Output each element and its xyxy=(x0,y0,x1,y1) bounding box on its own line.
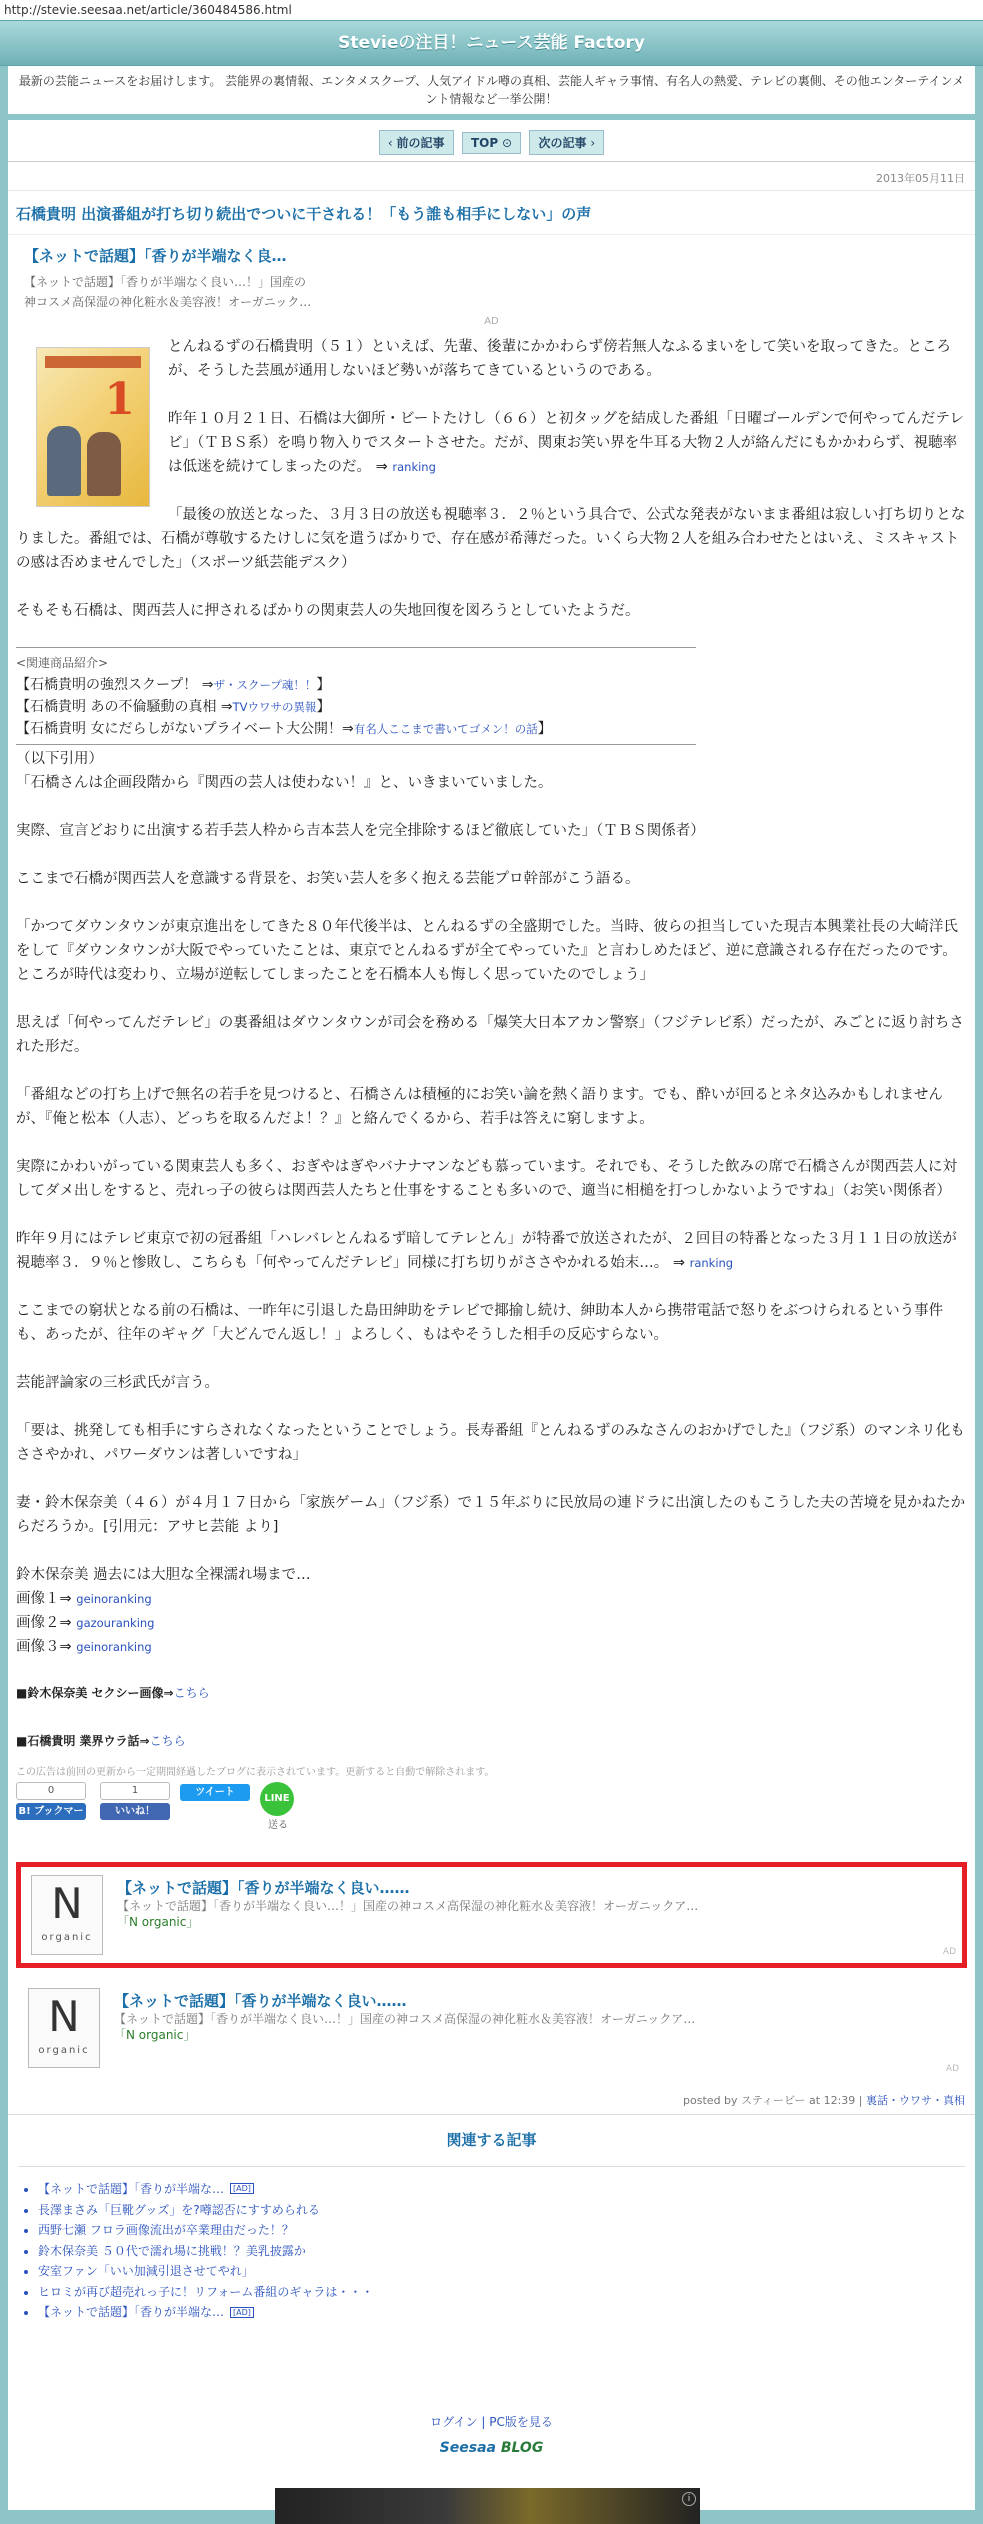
related-product-link[interactable]: 有名人ここまで書いてゴメン！の話 xyxy=(353,722,538,736)
paragraph: そもそも石橋は、関西芸人に押されるばかりの関東芸人の失地回復を図ろうとしていたようだ。 xyxy=(16,603,640,619)
related-articles-list xyxy=(38,2179,975,2323)
logo-seesaa: Seesaa xyxy=(439,2440,496,2456)
bottom-banner-ad[interactable] xyxy=(275,2488,700,2524)
seesaa-blog-logo[interactable] xyxy=(8,2440,975,2456)
prev-label: 前の記事 xyxy=(396,136,445,150)
posted-author: スティービー xyxy=(741,2094,806,2107)
paragraph: 妻・鈴木保奈美（４６）が４月１７日から「家族ゲーム」（フジ系）で１５年ぶりに民放局の連ドラに出演したのもこうした夫の苦境を見かねたからだろうか。[引用元：アサヒ芸能 より] xyxy=(16,1495,966,1535)
ad-card-title[interactable]: 【ネットで話題】「香りが半端なく良い…… xyxy=(114,1992,407,2010)
ad-card-title[interactable]: 【ネットで話題】「香りが半端なく良い…… xyxy=(117,1879,410,1897)
line-share-button[interactable] xyxy=(260,1782,296,1831)
next-label: 次の記事 xyxy=(538,136,587,150)
ad-card-subtitle: 【ネットで話題】「香りが半端なく良い…！」国産の神コスメ高保湿の神化粧水＆美容液！オーガニックア… xyxy=(114,2012,696,2026)
related-product-link[interactable]: ザ・スクープ魂！！ xyxy=(213,678,317,692)
footer-links xyxy=(8,2413,975,2430)
bracket: 】 xyxy=(537,721,552,737)
article-nav xyxy=(8,120,975,162)
dvd-cover-image[interactable] xyxy=(36,347,150,507)
related-products-label: <関連商品紹介> xyxy=(16,656,109,670)
paragraph: 芸能評論家の三杉武氏が言う。 xyxy=(16,1375,219,1391)
ad-card-highlighted[interactable] xyxy=(16,1862,967,1968)
extra-link-row xyxy=(16,1729,967,1753)
paragraph: 実際、宣言どおりに出演する若手芸人枠から吉本芸人を完全排除するほど徹底していた」（ＴＢＳ関係者） xyxy=(16,823,705,839)
facebook-count: 1 xyxy=(100,1782,170,1800)
top-label: TOP xyxy=(470,136,499,150)
bracket: 】 xyxy=(316,677,331,693)
top-ad[interactable] xyxy=(8,235,975,327)
hatena-bookmark-button[interactable] xyxy=(16,1782,86,1834)
paragraph: 思えば「何やってんだテレビ」の裏番組はダウンタウンが司会を務める「爆笑大日本アカン警察」（フジテレビ系）だったが、みごとに返り討ちされた形だ。 xyxy=(16,1015,964,1055)
posted-prefix: posted by xyxy=(683,2094,738,2107)
tweet-button[interactable] xyxy=(180,1784,250,1801)
related-product-text: 【石橋貴明 女にだらしがないプライベート大公開！⇒ xyxy=(16,721,354,737)
image-link-label: 画像１⇒ xyxy=(16,1591,72,1607)
image-link-row xyxy=(16,1587,967,1611)
hatena-count: 0 xyxy=(16,1782,86,1800)
paragraph: 昨年１０月２１日、石橋は大御所・ビートたけし（６６）と初タッグを結成した番組「日曜ゴールデンで何やってんだテレビ」（ＴＢＳ系）を鳴り物入りでスタートさせた。だが、関東お笑い界を牛耳る大物２人が絡んだにもかかわらず、視聴率は低迷を続けてしまったのだ。 ⇒ ranking xyxy=(168,411,965,475)
login-link[interactable]: ログイン xyxy=(430,2415,478,2429)
image-link-row xyxy=(16,1635,967,1659)
ad-card-brand: 「N organic」 xyxy=(114,2028,196,2042)
related-article-item[interactable]: • 鈴木保奈美 ５０代で濡れ場に挑戦！？美乳披露か xyxy=(38,2241,975,2262)
image-link-label: 画像２⇒ xyxy=(16,1615,72,1631)
ad-mark: AD xyxy=(942,1947,956,1957)
image-link-row xyxy=(16,1611,967,1635)
tweet-label: ツイート xyxy=(180,1784,250,1801)
related-product-item xyxy=(16,674,696,696)
paragraph: 「最後の放送となった、３月３日の放送も視聴率３．２％という具合で、公式な発表がないまま番組は寂しい打ち切りとなりました。番組では、石橋が尊敬するたけしに気を遣うばかりで、存在感が希薄だった。いくら大物２人を組み合わせたとはいえ、ミスキャストの感は否めませんでした」（スポーツ紙芸能デスク） xyxy=(16,507,966,571)
logo-text: organic xyxy=(38,2045,90,2056)
dvd-figure-right xyxy=(87,432,121,496)
article-date: 2013年05月11日 xyxy=(8,162,975,191)
ranking-link[interactable]: ranking xyxy=(689,1256,734,1270)
separator: | xyxy=(858,2094,863,2107)
paragraph: 「かつてダウンタウンが東京進出をしてきた８０年代後半は、とんねるずの全盛期でした。当時、彼らの担当していた現吉本興業社長の大崎洋氏をして『ダウンタウンが大阪でやっていたことは、東京でとんねるずが全てやっていた』と言わしめたほど、逆に意識される存在だったのです。ところが時代は変わり、立場が逆転してしまったことを石橋本人も悔しく思っていたのでしょう」 xyxy=(16,919,958,983)
ranking-link[interactable]: ranking xyxy=(392,460,436,474)
ad-note: この広告は前回の更新から一定期間経過したブログに表示されています。更新すると自動で解除されます。 xyxy=(16,1767,495,1778)
top-ad-line2: 神コスメ高保湿の神化粧水＆美容液！オーガニック… xyxy=(24,295,312,309)
site-title[interactable]: Stevieの注目！ニュース芸能 Factory xyxy=(0,20,983,66)
paragraph: 昨年９月にはテレビ東京で初の冠番組「ハレバレとんねるず暗してテレとん」が特番で放送されたが、２回目の特番となった３月１１日の放送が視聴率３．９％と惨敗し、こちらも「何やってんだテレビ」同様に打ち切りがささやかれる始末…。 ⇒ ranking xyxy=(16,1231,957,1271)
n-organic-logo xyxy=(28,1988,100,2068)
ad-tag: [AD] xyxy=(230,2307,254,2318)
extra-link[interactable]: こちら xyxy=(173,1686,210,1700)
related-product-text: 【石橋貴明 あの不倫騒動の真相 ⇒ xyxy=(16,699,233,715)
ad-card-brand: 「N organic」 xyxy=(117,1915,199,1929)
logo-text: organic xyxy=(41,1932,93,1943)
dvd-strip xyxy=(45,356,141,368)
related-article-text: 【ネットで話題】「香りが半端な… xyxy=(38,2182,225,2196)
paragraph-text: 昨年１０月２１日、石橋は大御所・ビートたけし（６６）と初タッグを結成した番組「日曜ゴールデンで何やってんだテレビ」（ＴＢＳ系）を鳴り物入りでスタートさせた。だが、関東お笑い界を牛耳る大物２人が絡んだにもかかわらず、視聴率は低迷を続けてしまったのだ。 xyxy=(168,411,965,475)
dvd-number: 1 xyxy=(104,374,135,425)
separator: | xyxy=(481,2415,486,2429)
paragraph: ここまで石橋が関西芸人を意識する背景を、お笑い芸人を多く抱える芸能プロ幹部がこう語る。 xyxy=(16,871,640,887)
related-article-item[interactable]: • ヒロミが再び超売れっ子に！リフォーム番組のギャラは・・・ xyxy=(38,2282,975,2303)
url-bar: http://stevie.seesaa.net/article/360484586.html xyxy=(0,0,983,20)
related-article-text: 【ネットで話題】「香りが半端な… xyxy=(38,2305,225,2320)
prev-article-button[interactable]: ‹ 前の記事 xyxy=(379,130,454,155)
extra-link[interactable]: こちら xyxy=(149,1734,186,1748)
related-articles-heading: 関連する記事 xyxy=(18,2115,965,2167)
line-caption: 送る xyxy=(268,1820,288,1831)
related-product-link[interactable]: TVウワサの異報 xyxy=(232,700,317,714)
extra-link-label: ■石橋貴明 業界ウラ話⇒ xyxy=(16,1734,150,1748)
posted-by xyxy=(8,2092,975,2115)
ad-mark: AD xyxy=(945,2064,959,2074)
paragraph: 「番組などの打ち上げで無名の若手を見つけると、石橋さんは積極的にお笑い論を熱く語ります。でも、酔いが回るとネタ込みかもしれませんが、『俺と松本（人志）、どっちを取るんだよ！？』と絡んでくるから、若手は答えに窮しますよ。 xyxy=(16,1087,943,1127)
line-icon: LINE xyxy=(260,1782,294,1816)
image-link[interactable]: gazouranking xyxy=(76,1616,155,1630)
related-article-item[interactable]: • 西野七瀬 フロラ画像流出が卒業理由だった！？ xyxy=(38,2220,975,2241)
n-organic-logo xyxy=(31,1875,103,1955)
top-ad-title[interactable]: 【ネットで話題】「香りが半端なく良… xyxy=(24,247,287,265)
related-article-item[interactable]: • 安室ファン「いい加減引退させてやれ」 xyxy=(38,2261,975,2282)
related-article-item[interactable] xyxy=(38,2179,975,2200)
ad-card[interactable] xyxy=(18,1980,965,2080)
next-article-button[interactable]: 次の記事 › xyxy=(529,130,604,155)
posted-time: at 12:39 xyxy=(809,2094,856,2107)
article-body xyxy=(8,335,975,1659)
extra-link-label: ■鈴木保奈美 セクシー画像⇒ xyxy=(16,1686,174,1700)
logo-letter: N xyxy=(48,1992,80,2041)
quote-start: （以下引用） xyxy=(16,751,103,767)
ad-tag: [AD] xyxy=(230,2183,254,2194)
site-description: 最新の芸能ニュースをお届けします。 芸能界の裏情報、エンタメスクープ、人気アイドル噂の真相、芸能人ギャラ事情、有名人の熱愛、テレビの裏側、その他エンターテインメント情報など一挙公開！ xyxy=(8,66,975,114)
related-product-item xyxy=(16,696,696,718)
hatena-label: B! ブックマーク xyxy=(16,1803,86,1820)
top-button[interactable]: TOP ⊙ xyxy=(462,132,521,154)
ad-mark: AD xyxy=(484,316,499,327)
logo-letter: N xyxy=(51,1879,83,1928)
top-ad-line1: 【ネットで話題】「香りが半端なく良い…！」国産の xyxy=(24,275,307,289)
facebook-label: いいね！ xyxy=(100,1803,170,1820)
paragraph: ここまでの窮状となる前の石橋は、一昨年に引退した島田紳助をテレビで揶揄し続け、紳助本人から携帯電話で怒りをぶつけられるという事件も、あったが、往年のギャグ「大どんでん返し！」よろしく、もはやそうした相手の反応すらない。 xyxy=(16,1303,944,1343)
main-content xyxy=(8,120,975,2510)
article-title[interactable]: 石橋貴明 出演番組が打ち切り続出でついに干される！「もう誰も相手にしない」の声 xyxy=(8,191,975,235)
social-buttons xyxy=(8,1778,975,1862)
info-icon[interactable]: i xyxy=(682,2492,696,2506)
related-article-item[interactable] xyxy=(38,2302,975,2323)
paragraph: 鈴木保奈美 過去には大胆な全裸濡れ場まで… xyxy=(16,1567,311,1583)
paragraph: 「石橋さんは企画段階から『関西の芸人は使わない！』と、いきまいていました。 xyxy=(16,775,553,791)
extra-link-row xyxy=(16,1681,967,1705)
facebook-like-button[interactable] xyxy=(100,1782,170,1820)
paragraph: 実際にかわいがっている関東芸人も多く、おぎやはぎやバナナマンなども慕っています。それでも、そうした飲みの席で石橋さんが関西芸人に対してダメ出しをすると、売れっ子の彼らは関西芸人たちと仕事をすることも多いので、適当に相槌を打つしかないようですね」（お笑い関係者） xyxy=(16,1159,958,1199)
paragraph: 「要は、挑発しても相手にすらされなくなったということでしょう。長寿番組『とんねるずのみなさんのおかげでした』（フジ系）のマンネリ化もささやかれ、パワーダウンは著しいですね」 xyxy=(16,1423,965,1463)
logo-blog: BLOG xyxy=(500,2440,544,2456)
related-products xyxy=(16,647,696,745)
related-product-item xyxy=(16,718,696,740)
dvd-figure-left xyxy=(47,426,81,496)
related-article-item[interactable]: • 長澤まさみ「巨靴グッズ」を?噂認否にすすめられる xyxy=(38,2200,975,2221)
related-product-text: 【石橋貴明の強烈スクープ！ ⇒ xyxy=(16,677,214,693)
image-link-label: 画像３⇒ xyxy=(16,1639,72,1655)
image-link[interactable]: geinoranking xyxy=(76,1592,152,1606)
paragraph: とんねるずの石橋貴明（５１）といえば、先輩、後輩にかかわらず傍若無人なふるまいをして笑いを取ってきた。ところが、そうした芸風が通用しないほど勢いが落ちてきているというのである。 xyxy=(168,339,951,379)
extra-links xyxy=(8,1681,975,1753)
image-link[interactable]: geinoranking xyxy=(76,1640,152,1654)
paragraph-text: 昨年９月にはテレビ東京で初の冠番組「ハレバレとんねるず暗してテレとん」が特番で放送されたが、２回目の特番となった３月１１日の放送が視聴率３．９％と惨敗し、こちらも「何やってんだテレビ」同様に打ち切りがささやかれる始末…。 xyxy=(16,1231,957,1271)
category-link[interactable]: 裏話・ウワサ・真相 xyxy=(866,2094,965,2107)
ad-card-subtitle: 【ネットで話題】「香りが半端なく良い…！」国産の神コスメ高保湿の神化粧水＆美容液！オーガニックア… xyxy=(117,1899,699,1913)
pc-version-link[interactable]: PC版を見る xyxy=(489,2415,553,2429)
bracket: 】 xyxy=(316,699,331,715)
